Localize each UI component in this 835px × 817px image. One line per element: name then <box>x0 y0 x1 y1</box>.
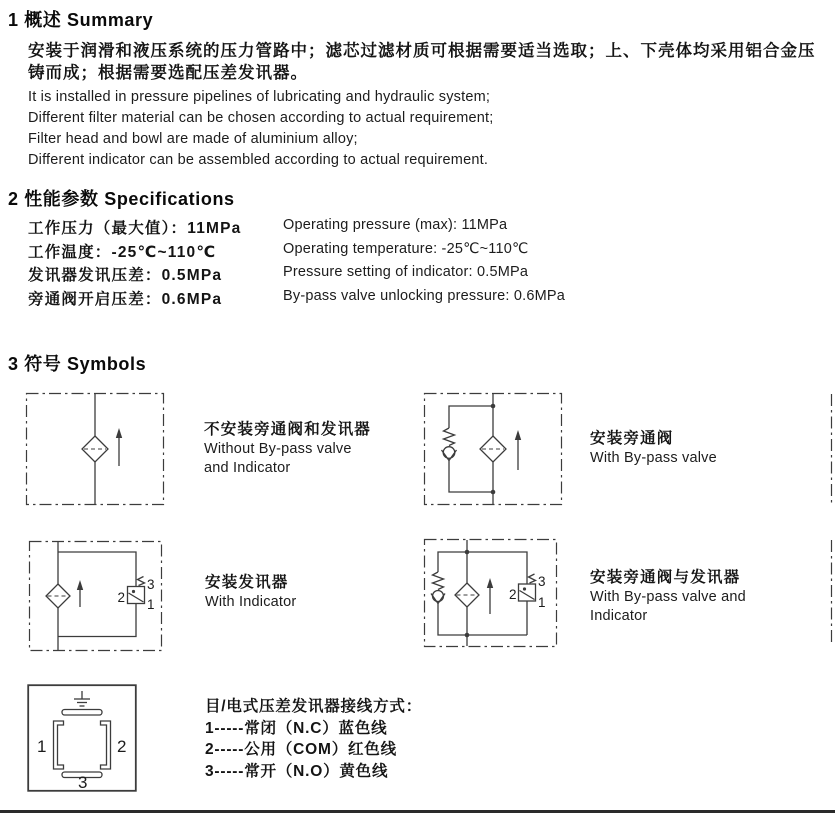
connector-pin-3-label: 3 <box>78 773 88 792</box>
spec-en-bypass-pressure: By-pass valve unlocking pressure: 0.6MPa <box>283 287 566 304</box>
symbol-label-2-zh: 安装旁通阀 <box>590 430 674 447</box>
indicator-pin-no-label: 3 <box>538 574 546 589</box>
cropped-border-fragment-1 <box>828 392 835 506</box>
indicator-pin-nc-label: 1 <box>538 595 546 610</box>
wiring-legend <box>205 696 422 782</box>
indicator-pin-com-label: 2 <box>508 587 517 602</box>
spec-zh-temperature: 工作温度：-25℃~110℃ <box>28 243 217 261</box>
filter-diamond-icon <box>455 583 479 607</box>
symbol-label-3-zh: 安装发讯器 <box>205 574 289 591</box>
pin-2-terminal <box>101 721 111 769</box>
specs-table <box>28 216 648 310</box>
indicator-pin-nc-label: 1 <box>147 597 155 612</box>
spec-zh-bypass-pressure: 旁通阀开启压差：0.6MPa <box>28 290 223 308</box>
summary-line-en-2: Different filter material can be chosen according to actual requirement; <box>28 110 494 126</box>
symbol-label-3 <box>205 573 296 612</box>
cropped-border-fragment-2 <box>828 538 835 648</box>
wiring-line-3: 3-----常开（N.O）黄色线 <box>205 762 389 780</box>
section-symbols-heading: 3 符号 Symbols <box>8 354 147 374</box>
indicator-pin-no-label: 3 <box>147 577 155 592</box>
symbol-label-1 <box>204 420 371 478</box>
flow-arrow-icon <box>515 430 521 470</box>
symbol-bypass-indicator-diagram <box>423 538 558 648</box>
symbol-label-4-en2: Indicator <box>590 608 648 624</box>
connector-pin-2-label: 2 <box>117 737 127 756</box>
symbol-label-1-zh: 不安装旁通阀和发讯器 <box>204 421 372 438</box>
symbol-bypass-diagram <box>423 392 563 506</box>
symbol-filter-only-diagram <box>25 392 165 506</box>
connector-pinout-diagram <box>27 684 137 792</box>
summary-line-en-1: It is installed in pressure pipelines of lubricating and hydraulic system; <box>28 89 491 105</box>
spec-row-temperature <box>28 240 648 264</box>
flow-arrow-icon <box>487 578 493 614</box>
flow-arrow-icon <box>77 580 83 607</box>
page-bottom-rule <box>0 810 835 813</box>
symbol-label-1-en1: Without By-pass valve <box>204 441 352 457</box>
filter-diamond-icon <box>82 436 108 462</box>
wiring-title: 目/电式压差发讯器接线方式： <box>205 698 423 715</box>
wiring-line-1: 1-----常闭（N.C）蓝色线 <box>205 719 388 737</box>
symbol-label-3-en1: With Indicator <box>205 594 297 610</box>
spec-en-pressure: Operating pressure (max): 11MPa <box>283 217 508 233</box>
filter-diamond-icon <box>46 584 70 608</box>
section-summary-heading: 1 概述 Summary <box>8 10 154 30</box>
summary-english-block <box>28 87 493 171</box>
summary-line-en-3: Filter head and bowl are made of aluminium alloy; <box>28 131 358 147</box>
summary-line-en-4: Different indicator can be assembled according to actual requirement. <box>28 152 489 168</box>
pin-1-terminal <box>54 721 64 769</box>
ground-terminal-slot <box>62 710 102 716</box>
filter-diamond-icon <box>480 436 506 462</box>
spec-row-indicator-setting <box>28 263 648 287</box>
ground-icon <box>74 691 90 706</box>
symbol-indicator-diagram <box>28 540 163 652</box>
spec-row-pressure <box>28 216 648 240</box>
symbol-label-4-en1: With By-pass valve and <box>590 589 746 605</box>
spec-zh-pressure: 工作压力（最大值）：11MPa <box>28 220 242 237</box>
indicator-pin-com-label: 2 <box>117 590 125 605</box>
symbol-label-4-zh: 安装旁通阀与发讯器 <box>590 569 741 586</box>
spec-row-bypass-pressure <box>28 287 648 311</box>
spec-en-temperature: Operating temperature: -25℃~110℃ <box>283 240 529 257</box>
spec-en-indicator-setting: Pressure setting of indicator: 0.5MPa <box>283 264 529 280</box>
symbol-label-2 <box>590 429 717 468</box>
summary-paragraph-zh: 安装于润滑和液压系统的压力管路中；滤芯过滤材质可根据需要适当选取；上、下壳体均采用铝合金压铸而成；根据需要选配压差发讯器。 <box>28 42 816 82</box>
section-specs-heading: 2 性能参数 Specifications <box>8 189 235 209</box>
wiring-line-2: 2-----公用（COM）红色线 <box>205 741 397 758</box>
symbol-label-1-en2: and Indicator <box>204 460 291 476</box>
flow-arrow-icon <box>116 428 122 466</box>
symbol-label-2-en1: With By-pass valve <box>590 450 717 466</box>
symbol-label-4 <box>590 568 746 626</box>
spec-zh-indicator-setting: 发讯器发讯压差：0.5MPa <box>28 267 223 284</box>
connector-pin-1-label: 1 <box>37 737 47 756</box>
